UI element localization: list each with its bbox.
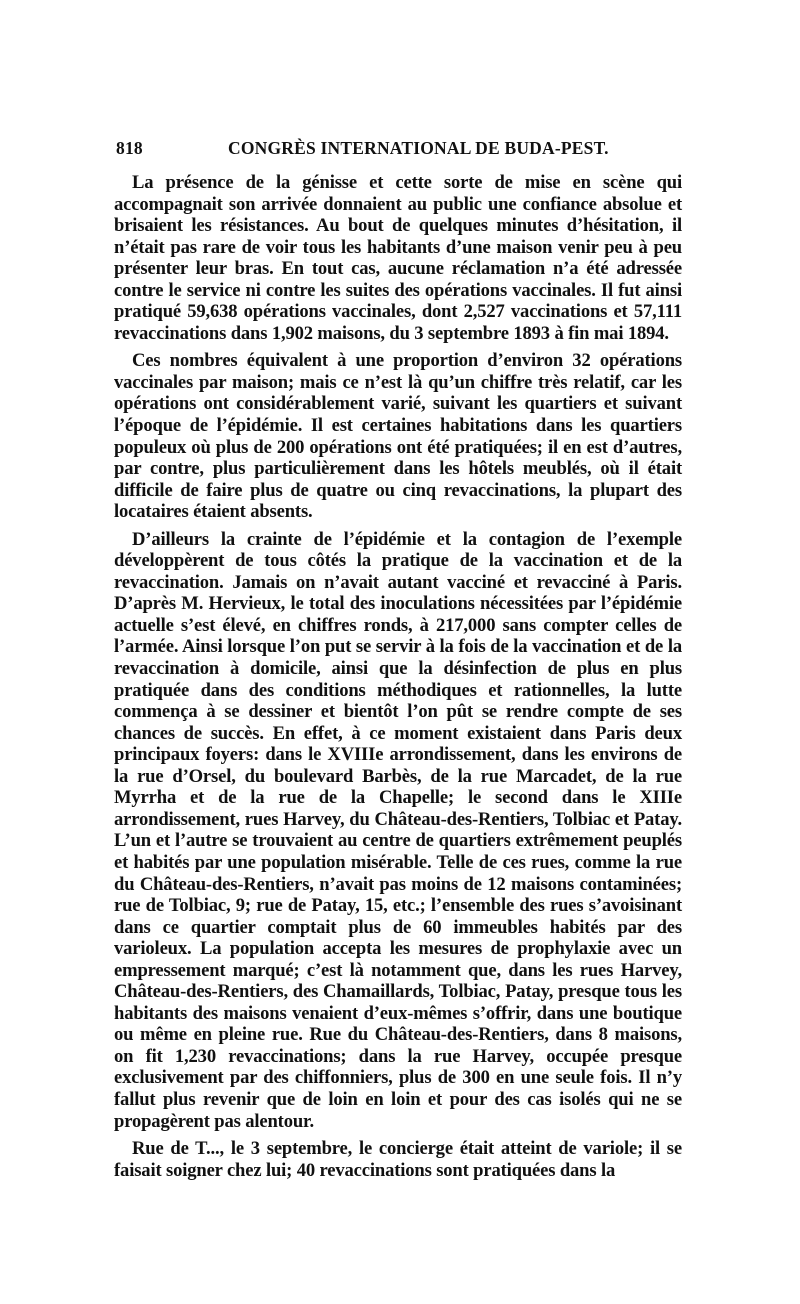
book-page bbox=[114, 138, 682, 1181]
page-number: 818 bbox=[116, 138, 143, 158]
running-head bbox=[114, 138, 682, 166]
paragraph-2: Ces nombres équivalent à une proportion d’environ 32 opérations vaccinales par maison; mais ce n’est là qu’un chiffre très relatif, car les opérations ont considérablement varié, suivant les quartiers et suivant l’époque de l’épidémie. Il est certaines habitations dans les quartiers populeux où plus de 200 opérations ont été pratiquées; il en est d’autres, par contre, plus particulièrement dans les hôtels meublés, où il était difficile de faire plus de quatre ou cinq revaccinations, la plupart des locataires étaient absents. bbox=[114, 350, 682, 523]
paragraph-4: Rue de T..., le 3 septembre, le concierge était atteint de variole; il se faisait soigner chez lui; 40 revaccinations sont pratiquées dans la bbox=[114, 1138, 682, 1181]
running-title: CONGRÈS INTERNATIONAL DE BUDA-PEST. bbox=[228, 138, 609, 158]
body-text bbox=[114, 172, 682, 1181]
paragraph-1: La présence de la génisse et cette sorte de mise en scène qui accompagnait son arrivée donnaient au public une confiance absolue et brisaient les résistances. Au bout de quelques minutes d’hésitation, il n’était pas rare de voir tous les habitants d’une maison venir peu à peu présenter leur bras. En tout cas, aucune réclamation n’a été adressée contre le service ni contre les suites des opérations vaccinales. Il fut ainsi pratiqué 59,638 opérations vaccinales, dont 2,527 vaccinations et 57,111 revaccinations dans 1,902 maisons, du 3 septembre 1893 à fin mai 1894. bbox=[114, 172, 682, 344]
paragraph-3: D’ailleurs la crainte de l’épidémie et la contagion de l’exemple développèrent de tous côtés la pratique de la vaccination et de la revaccination. Jamais on n’avait autant vacciné et revacciné à Paris. D’après M. Hervieux, le total des inoculations nécessitées par l’épidémie actuelle s’est élevé, en chiffres ronds, à 217,000 sans compter celles de l’armée. Ainsi lorsque l’on put se servir à la fois de la vaccination et de la revaccination à domicile, ainsi que la désinfection de plus en plus pratiquée dans des conditions méthodiques et rationnelles, la lutte commença à se dessiner et bientôt l’on pût se rendre compte de ses chances de succès. En effet, à ce moment existaient dans Paris deux principaux foyers: dans le XVIIIe arrondissement, dans les environs de la rue d’Orsel, du boulevard Barbès, de la rue Marcadet, de la rue Myrrha et de la rue de la Chapelle; le second dans le XIIIe arrondissement, rues Harvey, du Château-des-Rentiers, Tolbiac et Patay. L’un et l’autre se trouvaient au centre de quartiers extrêmement peuplés et habités par une population misérable. Telle de ces rues, comme la rue du Château-des-Rentiers, n’avait pas moins de 12 maisons contaminées; rue de Tolbiac, 9; rue de Patay, 15, etc.; l’ensemble des rues s’avoisinant dans ce quartier comptait plus de 60 immeubles habités par des varioleux. La population accepta les mesures de prophylaxie avec un empressement marqué; c’est là notamment que, dans les rues Harvey, Château-des-Rentiers, des Chamaillards, Tolbiac, Patay, presque tous les habitants des maisons venaient d’eux-mêmes s’offrir, dans une boutique ou même en pleine rue. Rue du Château-des-Rentiers, dans 8 maisons, on fit 1,230 revaccinations; dans la rue Harvey, occupée presque exclusivement par des chiffonniers, plus de 300 en une seule fois. Il n’y fallut plus revenir que de loin en loin et pour des cas isolés qui ne se propagèrent pas alentour. bbox=[114, 528, 682, 1132]
